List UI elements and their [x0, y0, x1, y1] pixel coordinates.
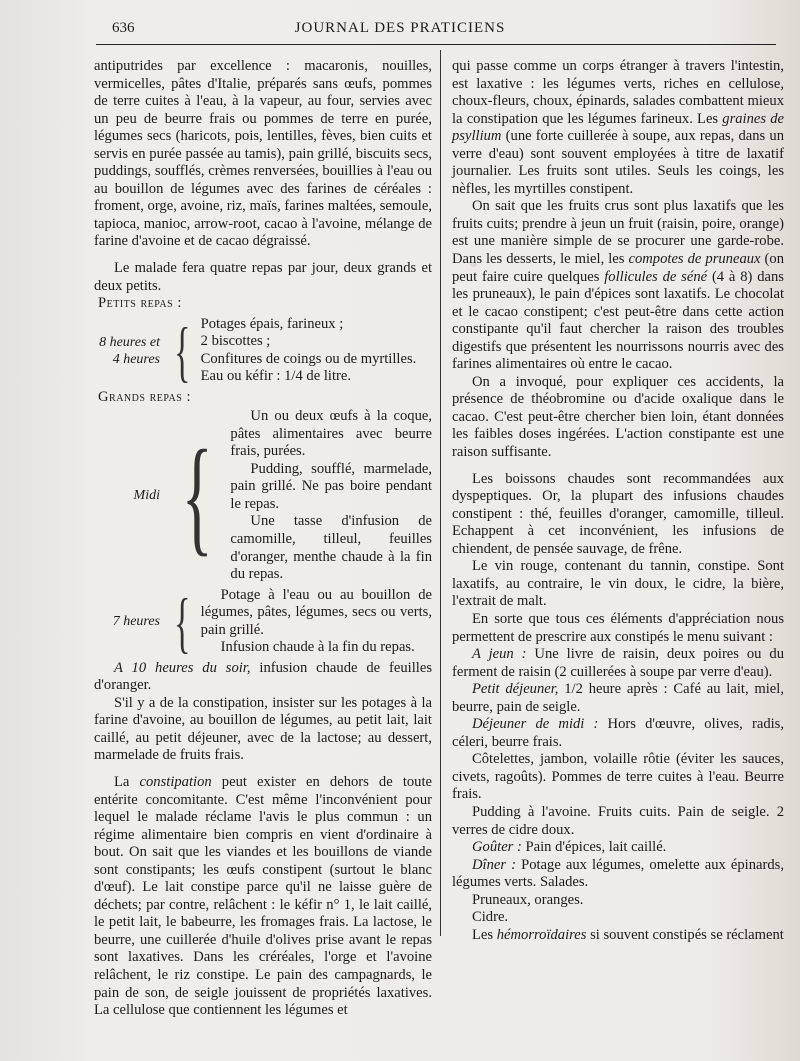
italic-text: compotes de pruneaux [628, 251, 761, 268]
paragraph: Le vin rouge, contenant du tannin, constipe. Sont laxatifs, au contraire, le vin doux, le cidre, la bière, l'extrait de malt. [452, 558, 784, 610]
soir-block [94, 583, 432, 660]
italic-text: hémorroïdaires [496, 926, 587, 943]
brace-icon: { [181, 423, 213, 568]
text: peut exister en dehors de toute entérite concomitante. C'est même l'inconvénient pour lequel le malade réclame l'avis le plus commun : un régime alimentaire bien compris en vient d'ordinaire à bout. On sait que les viandes et les bouillons de viande sont constipants; les œufs constipent (surtout le blanc d'œuf). Le lait constipe parce qu'il ne laisse guère de déchets; par contre, relâchent : le kéfir n° 1, le lait caillé, le petit lait, le babeurre, les fromages frais. La lactose, le beurre, une cuillerée d'huile d'olives prise avant le repas sont laxatives. Dans les créréales, l'orge et l'avoine relâchent, le riz constipe. Le pain des campagnards, le pain de son, de seigle jouissent de propriétés laxatives. La cellulose que contiennent les légumes et [94, 773, 432, 1019]
text: (une forte cuillerée à soupe, aux repas, dans un verre d'eau) sont souvent employées à titre de laxatif journalier. Les fruits sont utiles. Seuls les coings, les nèfles, les myrtilles constipent. [452, 128, 784, 197]
text: Une livre de raisin, deux poires ou du ferment de raisin (2 cuillerées à soupe par verre d'eau). [452, 646, 784, 680]
paragraph: antiputrides par excellence : macaronis, nouilles, vermicelles, pâtes d'Italie, préparés sans œufs, pommes de terre cuites à l'eau, à la vapeur, au four, servies avec un peu de beurre frais ou pommes de terre en purée, légumes secs (haricots, pois, lentilles, fèves, bien cuits et servis en purée passée au tamis), pain grillé, biscuits secs, puddings, soufflés, crèmes renversées, bouillies à l'eau ou au bouillon de légumes avec des farines de céréales : froment, orge, avoine, riz, maïs, farines maltées, semoule, tapioca, manioc, arrow-root, cacao à l'avoine, mélange de farine d'avoine et de cacao dégraissé. [94, 58, 432, 250]
italic-text: graines de psyllium [452, 110, 784, 145]
paragraph [452, 198, 784, 373]
text: Hors d'œuvre, olives, radis, céleri, beurre frais. [452, 716, 785, 750]
italic-text: A 10 heures du soir, [114, 659, 251, 676]
column-divider [440, 50, 441, 936]
menu-item: Pruneaux, oranges. [472, 891, 584, 908]
meal-item: Potage à l'eau ou au bouillon de légumes, pâtes, légumes, secs ou verts, pain grillé. [200, 586, 432, 638]
menu-item [452, 646, 784, 681]
menu-item: Côtelettes, jambon, volaille rôtie (éviter les sauces, civets, ragoûts). Pommes de terre cuites à l'eau. Beurre frais. [452, 751, 784, 803]
paragraph: On a invoqué, pour expliquer ces accidents, la présence de théobromine ou d'acide oxalique dans le cacao. C'est peut-être chercher bien loin, étant données les faibles doses ingérées. L'action constipante est une raison suffisante. [452, 373, 784, 461]
paragraph [94, 774, 432, 1020]
menu-item [452, 839, 784, 857]
meal-time-label: 8 heures et 4 heures [99, 334, 160, 367]
journal-title: JOURNAL DES PRATICIENS [294, 20, 506, 36]
paragraph [452, 927, 784, 945]
paragraph [94, 660, 432, 695]
menu-item [452, 716, 784, 751]
left-column [94, 58, 432, 1020]
text: Potage aux légumes, omelette aux épinards, légumes verts. Salades. [452, 856, 784, 891]
section-heading-grands-repas: Grands repas : [98, 388, 191, 405]
page-number: 636 [112, 20, 135, 36]
meal-item: 2 biscottes ; [200, 333, 271, 350]
text: si souvent constipés se réclament [586, 926, 784, 943]
paragraph: En sorte que tous ces éléments d'appréciation nous permettent de prescrire aux constipés le menu suivant : [452, 610, 784, 645]
menu-item [452, 681, 784, 716]
midi-block [94, 408, 432, 583]
meal-items [201, 316, 432, 386]
meal-item: Une tasse d'infusion de camomille, tilleul, feuilles d'oranger, menthe chaude à la fin du repas. [230, 513, 432, 583]
meal-item: Un ou deux œufs à la coque, pâtes alimentaires avec beurre frais, purées. [230, 408, 432, 460]
text: Pain d'épices, lait caillé. [521, 839, 667, 856]
italic-text: follicules de séné [604, 268, 708, 285]
text: (on peut faire cuire quelques [452, 251, 784, 285]
text: On sait que les fruits crus sont plus laxatifs que les fruits cuits; prendre à jeun un fruit (raisin, poire, orange) est une manière simple de se procurer une garde-robe. Dans les desserts, le miel, les [452, 198, 784, 268]
meal-time-label: Midi [133, 488, 160, 504]
meal-item: Infusion chaude à la fin du repas. [220, 639, 415, 656]
brace-icon: { [174, 583, 191, 660]
menu-label: Dîner : [472, 856, 516, 873]
header-rule [96, 44, 776, 45]
text: Les [472, 926, 497, 943]
text: infusion chaude de feuilles d'oranger. [94, 659, 432, 694]
page-header [0, 18, 800, 42]
paragraph: S'il y a de la constipation, insister sur les potages à la farine d'avoine, au bouillon de légumes, au petit lait, lait caillé, au petit déjeuner, avec de la lactose; au dessert, marmelade de fruits frais. [94, 694, 432, 764]
italic-text: constipation [139, 773, 212, 790]
meal-time-label: 7 heures [112, 614, 160, 630]
section-heading-petits-repas: Petits repas : [98, 295, 182, 312]
menu-item: Cidre. [472, 909, 509, 926]
meal-item: Potages épais, farineux ; [200, 315, 344, 332]
meal-item: Pudding, soufflé, marmelade, pain grillé. Ne pas boire pendant le repas. [230, 460, 432, 512]
menu-label: Déjeuner de midi : [472, 716, 599, 733]
meal-item: Confitures de coings ou de myrtilles. [200, 350, 417, 367]
paragraph: Les boissons chaudes sont recommandées aux dyspeptiques. Or, la plupart des infusions chaudes constipent : thé, feuilles d'oranger, camomille, tilleul. Echappent à cet inconvénient, les infusions de chiendent, de pensée sauvage, de frêne. [452, 470, 784, 557]
menu-label: A jeun : [472, 646, 527, 663]
menu-item [452, 857, 784, 892]
text: (4 à 8) dans les pruneaux), le pain d'épices sont laxatifs. Le chocolat et le cacao constipent; c'est peut-être dans cette action constipante qu'il faut chercher la raison des troubles digestifs que présentent les nourrissons nourris avec des farines alimentaires où entre le cacao. [452, 268, 784, 373]
text: 1/2 heure après : Café au lait, miel, beurre, pain de seigle. [452, 681, 784, 715]
brace-icon: { [174, 312, 191, 389]
right-column [452, 58, 784, 944]
meal-item: Eau ou kéfir : 1/4 de litre. [200, 368, 351, 385]
petits-repas-block [94, 312, 432, 389]
paragraph [452, 58, 784, 198]
text: La [114, 773, 140, 790]
paragraph: Le malade fera quatre repas par jour, deux grands et deux petits. [94, 260, 432, 294]
meal-items [201, 587, 432, 657]
menu-label: Goûter : [472, 839, 522, 856]
menu-item: Pudding à l'avoine. Fruits cuits. Pain de seigle. 2 verres de cidre doux. [452, 803, 784, 838]
text: qui passe comme un corps étranger à travers l'intestin, est laxative : les légumes verts, riches en cellulose, choux-fleurs, choux, épinards, salades combattent mieux la constipation que les légumes farineux. Les [452, 58, 784, 127]
menu-label: Petit déjeuner, [472, 681, 559, 698]
meal-items [230, 408, 432, 583]
